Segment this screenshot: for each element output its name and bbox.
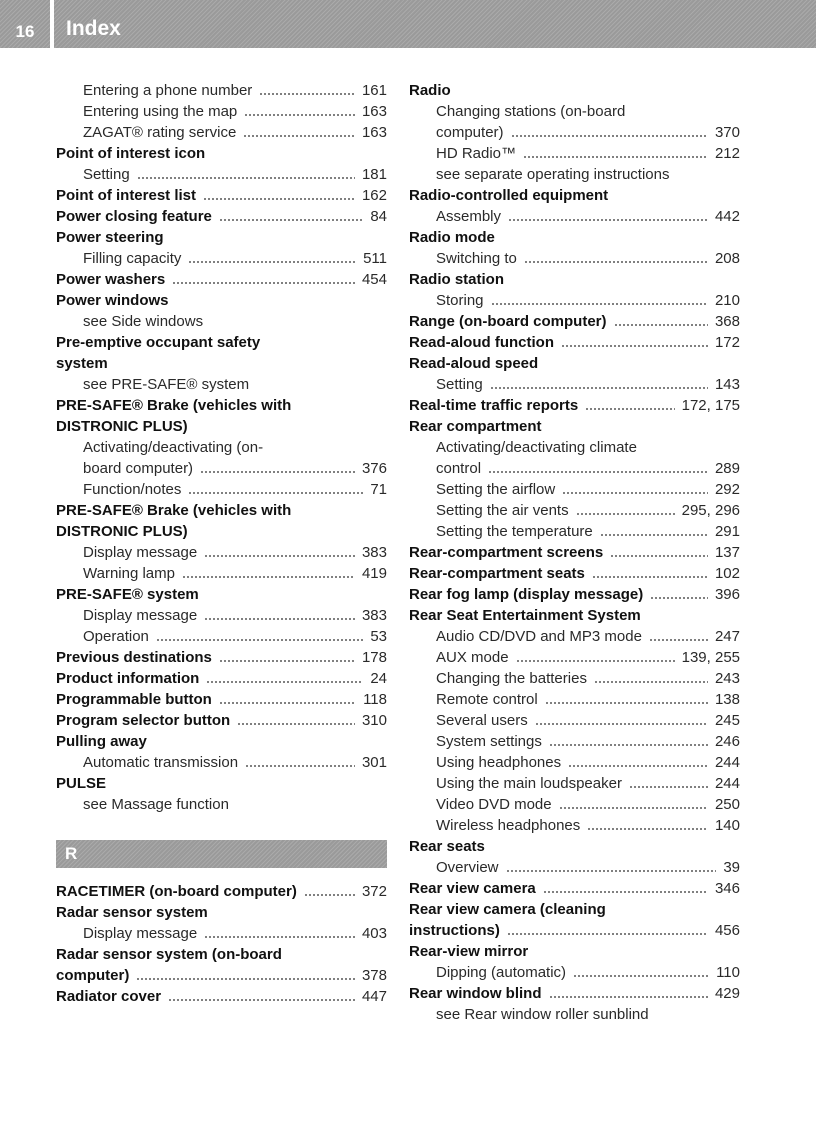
page-reference: 372 bbox=[361, 883, 387, 900]
index-heading-radar-sensor-system-on-board bbox=[56, 944, 387, 965]
index-heading-rear-compartment-screens bbox=[409, 542, 740, 563]
dot-leader bbox=[219, 702, 356, 704]
entry-text: DISTRONIC PLUS) bbox=[56, 523, 188, 540]
index-heading-distronic-plus bbox=[56, 416, 387, 437]
page-reference: 163 bbox=[361, 103, 387, 120]
index-subentry-display-message bbox=[56, 605, 387, 626]
page-reference: 39 bbox=[723, 859, 740, 876]
section-letter: R bbox=[65, 844, 78, 863]
dot-leader bbox=[488, 471, 708, 473]
index-subentry-activating-deactivating-on bbox=[56, 437, 387, 458]
dot-leader bbox=[594, 681, 708, 683]
entry-text: Read-aloud function bbox=[409, 334, 554, 351]
entry-text: Remote control bbox=[436, 691, 538, 708]
index-heading-point-of-interest-icon bbox=[56, 143, 387, 164]
page-reference: 137 bbox=[714, 544, 740, 561]
index-heading-real-time-traffic-reports bbox=[409, 395, 740, 416]
page-reference: 454 bbox=[361, 271, 387, 288]
dot-leader bbox=[259, 93, 355, 95]
entry-text: Pre-emptive occupant safety bbox=[56, 334, 261, 351]
dot-leader bbox=[137, 177, 355, 179]
entry-text: computer) bbox=[56, 967, 130, 984]
dot-leader bbox=[243, 135, 355, 137]
entry-text: Range (on-board computer) bbox=[409, 313, 607, 330]
dot-leader bbox=[568, 765, 708, 767]
entry-text: Display message bbox=[83, 544, 198, 561]
page-reference: 208 bbox=[714, 250, 740, 267]
page-reference: 378 bbox=[361, 967, 387, 984]
entry-text: Power closing feature bbox=[56, 208, 212, 225]
page-reference: 118 bbox=[363, 691, 387, 708]
index-subentry-automatic-transmission bbox=[56, 752, 387, 773]
index-heading-racetimer-on-board-computer bbox=[56, 881, 387, 902]
index-subentry-changing-stations-on-board bbox=[409, 101, 740, 122]
dot-leader bbox=[610, 555, 708, 557]
index-subentry-setting bbox=[56, 164, 387, 185]
entry-text: DISTRONIC PLUS) bbox=[56, 418, 188, 435]
entry-text: Rear window blind bbox=[409, 985, 542, 1002]
entry-text: computer) bbox=[436, 124, 504, 141]
page-reference: 178 bbox=[361, 649, 387, 666]
index-column-left bbox=[56, 80, 387, 1007]
dot-leader bbox=[156, 639, 363, 641]
index-heading-radio-station bbox=[409, 269, 740, 290]
index-heading-rear-seat-entertainment-system bbox=[409, 605, 740, 626]
index-heading-distronic-plus bbox=[56, 521, 387, 542]
index-subentry-see-side-windows bbox=[56, 311, 387, 332]
entry-text: Rear Seat Entertainment System bbox=[409, 607, 641, 624]
page-reference: 110 bbox=[716, 964, 740, 981]
entry-text: Filling capacity bbox=[83, 250, 182, 267]
entry-text: board computer) bbox=[83, 460, 194, 477]
index-subentry-see-separate-operating-instructions bbox=[409, 164, 740, 185]
index-heading-system bbox=[56, 353, 387, 374]
dot-leader bbox=[592, 576, 708, 578]
dot-leader bbox=[491, 303, 708, 305]
entry-text: ZAGAT® rating service bbox=[83, 124, 237, 141]
index-heading-rear-view-camera-cleaning bbox=[409, 899, 740, 920]
entry-text: Rear compartment bbox=[409, 418, 542, 435]
entry-text: Point of interest icon bbox=[56, 145, 206, 162]
page-reference: 429 bbox=[714, 985, 740, 1002]
index-subentry-board-computer bbox=[56, 458, 387, 479]
page-title: Index bbox=[66, 17, 121, 40]
entry-text: PULSE bbox=[56, 775, 107, 792]
page-reference: 143 bbox=[714, 376, 740, 393]
entry-text: Display message bbox=[83, 925, 198, 942]
dot-leader bbox=[585, 408, 674, 410]
entry-text: AUX mode bbox=[436, 649, 509, 666]
entry-text: PRE-SAFE® system bbox=[56, 586, 199, 603]
page-reference: 346 bbox=[714, 880, 740, 897]
page-header bbox=[0, 0, 816, 48]
dot-leader bbox=[244, 114, 355, 116]
dot-leader bbox=[168, 999, 355, 1001]
entry-text: Rear view camera (cleaning bbox=[409, 901, 606, 918]
page-reference: 456 bbox=[714, 922, 740, 939]
dot-leader bbox=[535, 723, 708, 725]
dot-leader bbox=[204, 618, 355, 620]
page-reference: 102 bbox=[714, 565, 740, 582]
dot-leader bbox=[523, 156, 708, 158]
dot-leader bbox=[524, 261, 708, 263]
dot-leader bbox=[506, 870, 717, 872]
entry-text: Radiator cover bbox=[56, 988, 162, 1005]
index-heading-radar-sensor-system bbox=[56, 902, 387, 923]
entry-text: Power steering bbox=[56, 229, 164, 246]
section-spacer bbox=[56, 868, 387, 881]
dot-leader bbox=[245, 765, 355, 767]
index-heading-point-of-interest-list bbox=[56, 185, 387, 206]
dot-leader bbox=[545, 702, 708, 704]
entry-text: Product information bbox=[56, 670, 200, 687]
page-reference: 24 bbox=[370, 670, 387, 687]
entry-text: Automatic transmission bbox=[83, 754, 239, 771]
entry-text: Radio station bbox=[409, 271, 505, 288]
index-subentry-zagat-rating-service bbox=[56, 122, 387, 143]
index-heading-pre-emptive-occupant-safety bbox=[56, 332, 387, 353]
page-reference: 244 bbox=[714, 775, 740, 792]
entry-text: Several users bbox=[436, 712, 528, 729]
dot-leader bbox=[587, 828, 708, 830]
index-heading-product-information bbox=[56, 668, 387, 689]
index-subentry-activating-deactivating-climate bbox=[409, 437, 740, 458]
entry-text: Storing bbox=[436, 292, 484, 309]
page-reference: 181 bbox=[361, 166, 387, 183]
dot-leader bbox=[614, 324, 708, 326]
page-reference: 212 bbox=[714, 145, 740, 162]
entry-text: Radar sensor system bbox=[56, 904, 208, 921]
index-heading-power-windows bbox=[56, 290, 387, 311]
index-heading-power-washers bbox=[56, 269, 387, 290]
page-reference: 383 bbox=[361, 544, 387, 561]
index-subentry-system-settings bbox=[409, 731, 740, 752]
index-subentry-see-rear-window-roller-sunblind bbox=[409, 1004, 740, 1025]
index-subentry-storing bbox=[409, 290, 740, 311]
dot-leader bbox=[549, 744, 708, 746]
entry-text: RACETIMER (on-board computer) bbox=[56, 883, 297, 900]
index-heading-pre-safe-system bbox=[56, 584, 387, 605]
index-subentry-video-dvd-mode bbox=[409, 794, 740, 815]
index-heading-read-aloud-function bbox=[409, 332, 740, 353]
dot-leader bbox=[182, 576, 355, 578]
index-heading-computer bbox=[56, 965, 387, 986]
dot-leader bbox=[237, 723, 355, 725]
index-heading-previous-destinations bbox=[56, 647, 387, 668]
dot-leader bbox=[206, 681, 363, 683]
entry-text: Rear fog lamp (display message) bbox=[409, 586, 644, 603]
dot-leader bbox=[562, 492, 708, 494]
index-subentry-display-message bbox=[56, 923, 387, 944]
index-subentry-hd-radio bbox=[409, 143, 740, 164]
index-subentry-setting-the-airflow bbox=[409, 479, 740, 500]
page-reference: 140 bbox=[714, 817, 740, 834]
index-heading-rear-compartment-seats bbox=[409, 563, 740, 584]
index-subentry-wireless-headphones bbox=[409, 815, 740, 836]
entry-text: Using headphones bbox=[436, 754, 562, 771]
page-reference: 396 bbox=[714, 586, 740, 603]
dot-leader bbox=[490, 387, 708, 389]
dot-leader bbox=[511, 135, 708, 137]
index-subentry-overview bbox=[409, 857, 740, 878]
page-reference: 289 bbox=[714, 460, 740, 477]
dot-leader bbox=[304, 894, 355, 896]
entry-text: Real-time traffic reports bbox=[409, 397, 579, 414]
page-number: 16 bbox=[0, 0, 50, 48]
page-reference: 210 bbox=[714, 292, 740, 309]
entry-text: PRE-SAFE® Brake (vehicles with bbox=[56, 397, 292, 414]
index-column-right bbox=[409, 80, 740, 1025]
index-subentry-entering-a-phone-number bbox=[56, 80, 387, 101]
index-subentry-operation bbox=[56, 626, 387, 647]
entry-text: Rear view camera bbox=[409, 880, 536, 897]
index-subentry-entering-using-the-map bbox=[56, 101, 387, 122]
page-reference: 71 bbox=[370, 481, 387, 498]
dot-leader bbox=[573, 975, 709, 977]
index-subentry-audio-cd-dvd-and-mp3-mode bbox=[409, 626, 740, 647]
entry-text: see Side windows bbox=[83, 313, 204, 330]
entry-text: Radio mode bbox=[409, 229, 495, 246]
entry-text: Activating/deactivating climate bbox=[436, 439, 637, 456]
entry-text: Activating/deactivating (on- bbox=[83, 439, 264, 456]
entry-text: Setting the temperature bbox=[436, 523, 593, 540]
page-reference: 291 bbox=[714, 523, 740, 540]
page-reference: 419 bbox=[361, 565, 387, 582]
index-heading-pre-safe-brake-vehicles-with bbox=[56, 500, 387, 521]
page-reference: 301 bbox=[361, 754, 387, 771]
index-subentry-setting-the-air-vents bbox=[409, 500, 740, 521]
entry-text: Changing the batteries bbox=[436, 670, 587, 687]
entry-text: Switching to bbox=[436, 250, 517, 267]
index-heading-program-selector-button bbox=[56, 710, 387, 731]
page-reference: 447 bbox=[361, 988, 387, 1005]
index-heading-pre-safe-brake-vehicles-with bbox=[56, 395, 387, 416]
page-reference: 383 bbox=[361, 607, 387, 624]
page-reference: 310 bbox=[361, 712, 387, 729]
index-heading-power-closing-feature bbox=[56, 206, 387, 227]
index-subentry-assembly bbox=[409, 206, 740, 227]
page-reference: 246 bbox=[714, 733, 740, 750]
index-subentry-see-pre-safe-system bbox=[56, 374, 387, 395]
entry-text: Radio bbox=[409, 82, 451, 99]
entry-text: see Rear window roller sunblind bbox=[436, 1006, 649, 1023]
entry-text: Programmable button bbox=[56, 691, 212, 708]
index-heading-pulse bbox=[56, 773, 387, 794]
index-heading-rear-fog-lamp-display-message bbox=[409, 584, 740, 605]
index-heading-rear-seats bbox=[409, 836, 740, 857]
entry-text: Previous destinations bbox=[56, 649, 212, 666]
page-reference: 172, 175 bbox=[681, 397, 740, 414]
index-subentry-using-the-main-loudspeaker bbox=[409, 773, 740, 794]
section-header-r bbox=[56, 840, 387, 868]
index-heading-read-aloud-speed bbox=[409, 353, 740, 374]
index-subentry-computer bbox=[409, 122, 740, 143]
page-reference: 53 bbox=[370, 628, 387, 645]
index-subentry-using-headphones bbox=[409, 752, 740, 773]
dot-leader bbox=[172, 282, 355, 284]
entry-text: HD Radio™ bbox=[436, 145, 517, 162]
entry-text: Radar sensor system (on-board bbox=[56, 946, 282, 963]
index-heading-pulling-away bbox=[56, 731, 387, 752]
entry-text: Setting bbox=[436, 376, 483, 393]
dot-leader bbox=[200, 471, 355, 473]
entry-text: Rear-view mirror bbox=[409, 943, 529, 960]
index-heading-programmable-button bbox=[56, 689, 387, 710]
entry-text: Audio CD/DVD and MP3 mode bbox=[436, 628, 642, 645]
entry-text: control bbox=[436, 460, 482, 477]
page-reference: 442 bbox=[714, 208, 740, 225]
entry-text: Changing stations (on-board bbox=[436, 103, 626, 120]
page-reference: 376 bbox=[361, 460, 387, 477]
index-heading-rear-window-blind bbox=[409, 983, 740, 1004]
entry-text: Display message bbox=[83, 607, 198, 624]
index-subentry-control bbox=[409, 458, 740, 479]
index-subentry-warning-lamp bbox=[56, 563, 387, 584]
page-reference: 163 bbox=[361, 124, 387, 141]
index-heading-radiator-cover bbox=[56, 986, 387, 1007]
entry-text: Function/notes bbox=[83, 481, 182, 498]
page-reference: 138 bbox=[714, 691, 740, 708]
entry-text: see PRE-SAFE® system bbox=[83, 376, 250, 393]
dot-leader bbox=[188, 261, 356, 263]
entry-text: System settings bbox=[436, 733, 542, 750]
entry-text: Overview bbox=[436, 859, 499, 876]
dot-leader bbox=[650, 597, 708, 599]
dot-leader bbox=[559, 807, 708, 809]
entry-text: Power washers bbox=[56, 271, 166, 288]
entry-text: Radio-controlled equipment bbox=[409, 187, 609, 204]
page-reference: 368 bbox=[714, 313, 740, 330]
entry-text: Assembly bbox=[436, 208, 502, 225]
index-heading-instructions bbox=[409, 920, 740, 941]
index-subentry-filling-capacity bbox=[56, 248, 387, 269]
page-reference: 403 bbox=[361, 925, 387, 942]
dot-leader bbox=[219, 660, 355, 662]
entry-text: PRE-SAFE® Brake (vehicles with bbox=[56, 502, 292, 519]
entry-text: see Massage function bbox=[83, 796, 229, 813]
index-subentry-function-notes bbox=[56, 479, 387, 500]
index-subentry-display-message bbox=[56, 542, 387, 563]
page-reference: 172 bbox=[714, 334, 740, 351]
entry-text: system bbox=[56, 355, 108, 372]
index-heading-power-steering bbox=[56, 227, 387, 248]
index-heading-rear-compartment bbox=[409, 416, 740, 437]
page-reference: 245 bbox=[714, 712, 740, 729]
index-heading-radio-controlled-equipment bbox=[409, 185, 740, 206]
entry-text: Warning lamp bbox=[83, 565, 175, 582]
entry-text: Program selector button bbox=[56, 712, 231, 729]
entry-text: Entering using the map bbox=[83, 103, 238, 120]
index-subentry-changing-the-batteries bbox=[409, 668, 740, 689]
dot-leader bbox=[219, 219, 363, 221]
entry-text: Rear-compartment screens bbox=[409, 544, 604, 561]
header-divider bbox=[50, 0, 54, 48]
index-subentry-see-massage-function bbox=[56, 794, 387, 815]
index-subentry-several-users bbox=[409, 710, 740, 731]
dot-leader bbox=[576, 513, 675, 515]
page-reference: 295, 296 bbox=[681, 502, 740, 519]
index-heading-rear-view-camera bbox=[409, 878, 740, 899]
index-heading-radio bbox=[409, 80, 740, 101]
entry-text: Entering a phone number bbox=[83, 82, 253, 99]
dot-leader bbox=[507, 933, 708, 935]
page-reference: 250 bbox=[714, 796, 740, 813]
entry-text: Operation bbox=[83, 628, 149, 645]
page-reference: 247 bbox=[714, 628, 740, 645]
dot-leader bbox=[203, 198, 355, 200]
entry-text: Rear seats bbox=[409, 838, 485, 855]
dot-leader bbox=[549, 996, 708, 998]
page-reference: 139, 255 bbox=[681, 649, 740, 666]
entry-text: Read-aloud speed bbox=[409, 355, 539, 372]
index-subentry-setting bbox=[409, 374, 740, 395]
dot-leader bbox=[204, 936, 355, 938]
dot-leader bbox=[136, 978, 355, 980]
entry-text: Pulling away bbox=[56, 733, 147, 750]
page-reference: 292 bbox=[714, 481, 740, 498]
page-reference: 84 bbox=[370, 208, 387, 225]
entry-text: Dipping (automatic) bbox=[436, 964, 567, 981]
index-subentry-switching-to bbox=[409, 248, 740, 269]
index-subentry-remote-control bbox=[409, 689, 740, 710]
dot-leader bbox=[508, 219, 708, 221]
index-subentry-dipping-automatic bbox=[409, 962, 740, 983]
dot-leader bbox=[629, 786, 708, 788]
entry-text: Setting the air vents bbox=[436, 502, 569, 519]
entry-text: Video DVD mode bbox=[436, 796, 552, 813]
dot-leader bbox=[188, 492, 363, 494]
index-subentry-setting-the-temperature bbox=[409, 521, 740, 542]
dot-leader bbox=[543, 891, 708, 893]
index-heading-radio-mode bbox=[409, 227, 740, 248]
dot-leader bbox=[516, 660, 675, 662]
page-reference: 243 bbox=[714, 670, 740, 687]
section-spacer bbox=[56, 815, 387, 840]
entry-text: Point of interest list bbox=[56, 187, 197, 204]
entry-text: Using the main loudspeaker bbox=[436, 775, 622, 792]
entry-text: Wireless headphones bbox=[436, 817, 581, 834]
page-reference: 162 bbox=[361, 187, 387, 204]
index-heading-rear-view-mirror bbox=[409, 941, 740, 962]
page-reference: 244 bbox=[714, 754, 740, 771]
page-reference: 511 bbox=[363, 250, 387, 267]
index-heading-range-on-board-computer bbox=[409, 311, 740, 332]
page-reference: 161 bbox=[361, 82, 387, 99]
dot-leader bbox=[649, 639, 708, 641]
dot-leader bbox=[204, 555, 355, 557]
entry-text: Setting the airflow bbox=[436, 481, 556, 498]
index-subentry-aux-mode bbox=[409, 647, 740, 668]
entry-text: Power windows bbox=[56, 292, 169, 309]
entry-text: instructions) bbox=[409, 922, 500, 939]
entry-text: see separate operating instructions bbox=[436, 166, 670, 183]
entry-text: Setting bbox=[83, 166, 130, 183]
dot-leader bbox=[561, 345, 708, 347]
dot-leader bbox=[600, 534, 708, 536]
entry-text: Rear-compartment seats bbox=[409, 565, 585, 582]
page-reference: 370 bbox=[714, 124, 740, 141]
